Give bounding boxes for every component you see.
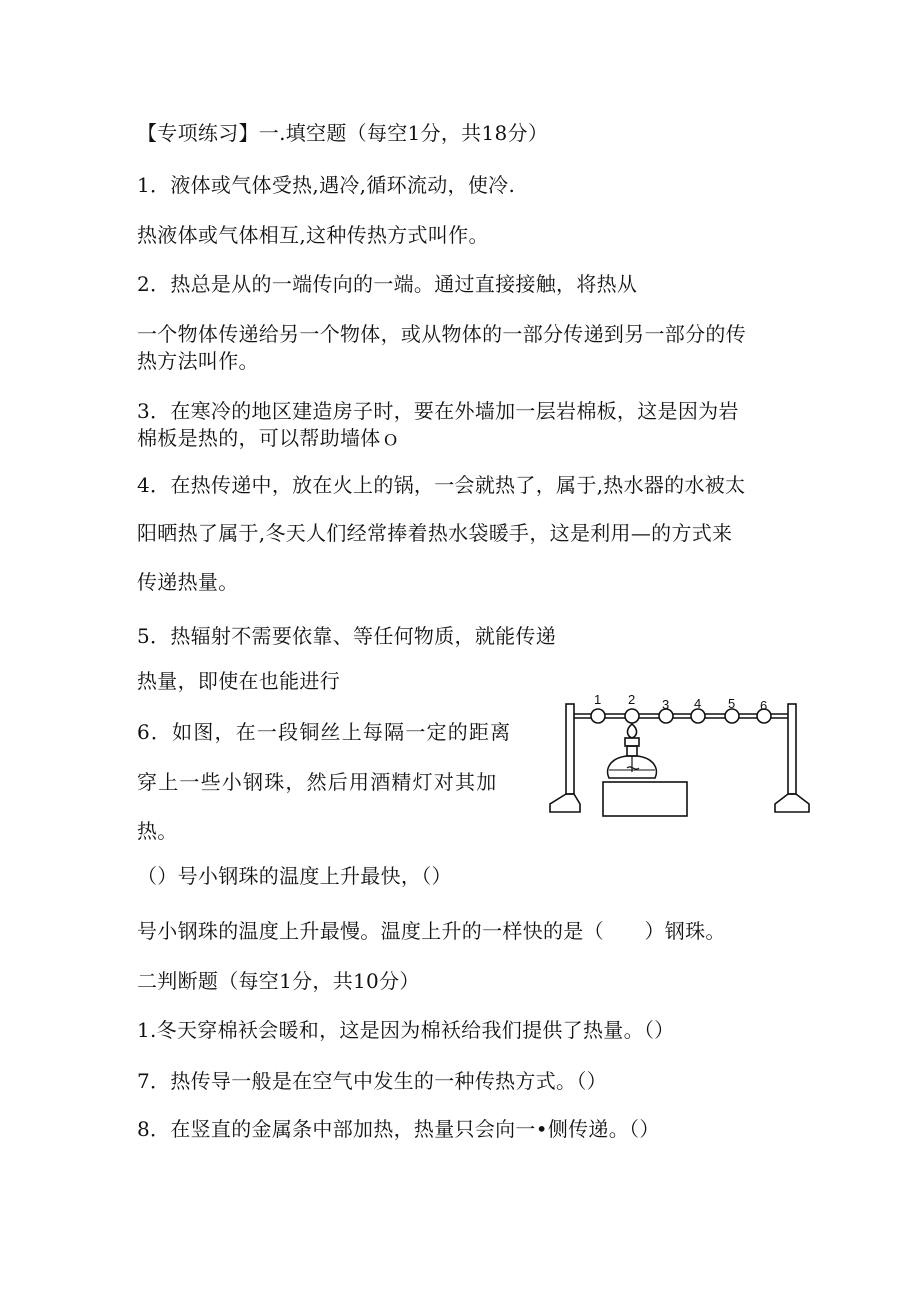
q1-line-2: 热液体或气体相互,这种传热方式叫作。 — [137, 223, 489, 247]
judge-q7: 7．热传导一般是在空气中发生的一种传热方式。（） — [137, 1069, 607, 1093]
q2-line-1: 2．热总是从的一端传向的一端。通过直接接触，将热从 — [137, 272, 638, 296]
steel-bead — [725, 709, 739, 723]
q5-line-1: 5．热辐射不需要依靠、等任何物质，就能传递 — [137, 624, 557, 648]
q3-line-2: 棉板是热的，可以帮助墙体ｏ — [137, 426, 401, 450]
bead-label-5: 5 — [728, 696, 736, 711]
steel-beads — [591, 709, 771, 723]
q6-line-3: 热。 — [137, 819, 178, 843]
q2-line-3: 热方法叫作。 — [137, 349, 259, 373]
copper-wire-heating-diagram — [547, 692, 815, 822]
right-stand-base — [775, 794, 809, 812]
bead-label-1: 1 — [594, 692, 602, 707]
bead-label-3: 3 — [662, 697, 670, 712]
left-stand-base — [550, 794, 580, 812]
q5-line-2: 热量，即使在也能进行 — [137, 669, 340, 693]
right-stand-pole — [788, 704, 796, 794]
bead-label-6: 6 — [760, 698, 768, 713]
judge-header: 二判断题（每空1分，共10分） — [137, 969, 420, 993]
left-stand-pole — [566, 704, 574, 794]
bead-label-4: 4 — [694, 696, 702, 711]
q2-line-2: 一个物体传递给另一个物体，或从物体的一部分传递到另一部分的传 — [137, 322, 746, 346]
q4-line-2: 阳晒热了属于,冬天人们经常捧着热水袋暖手，这是利用—的方式来 — [137, 521, 733, 545]
q6-line-1: 6．如图，在一段铜丝上每隔一定的距离 — [137, 720, 512, 744]
steel-bead — [691, 709, 705, 723]
bead-label-2: 2 — [628, 692, 636, 707]
steel-bead — [591, 709, 605, 723]
lamp-flame — [627, 724, 636, 738]
q4-line-3: 传递热量。 — [137, 570, 239, 594]
section-header: 【专项练习】一.填空题（每空1分，共18分） — [137, 121, 549, 145]
lamp-neck — [627, 746, 637, 756]
q6-line-5: 号小钢珠的温度上升最慢。温度上升的一样快的是（ ）钢珠。 — [137, 919, 726, 943]
q1-line-1: 1．液体或气体受热,遇冷,循环流动，使冷. — [137, 173, 516, 197]
steel-bead — [625, 709, 639, 723]
judge-q8: 8．在竖直的金属条中部加热，热量只会向一•侧传递。（） — [137, 1117, 660, 1141]
q6-line-4: （）号小钢珠的温度上升最快，（） — [137, 864, 452, 888]
q6-line-2: 穿上一些小钢珠，然后用酒精灯对其加 — [137, 770, 498, 794]
judge-q1: 1.冬天穿棉袄会暖和，这是因为棉袄给我们提供了热量。（） — [137, 1018, 675, 1042]
q4-line-1: 4．在热传递中，放在火上的锅，一会就热了，属于,热水器的水被太 — [137, 473, 746, 497]
alcohol-lamp — [603, 724, 687, 816]
lamp-cap — [625, 738, 639, 746]
lamp-stand-block — [603, 782, 687, 816]
q3-line-1: 3．在寒冷的地区建造房子时，要在外墙加一层岩棉板，这是因为岩 — [137, 399, 739, 423]
